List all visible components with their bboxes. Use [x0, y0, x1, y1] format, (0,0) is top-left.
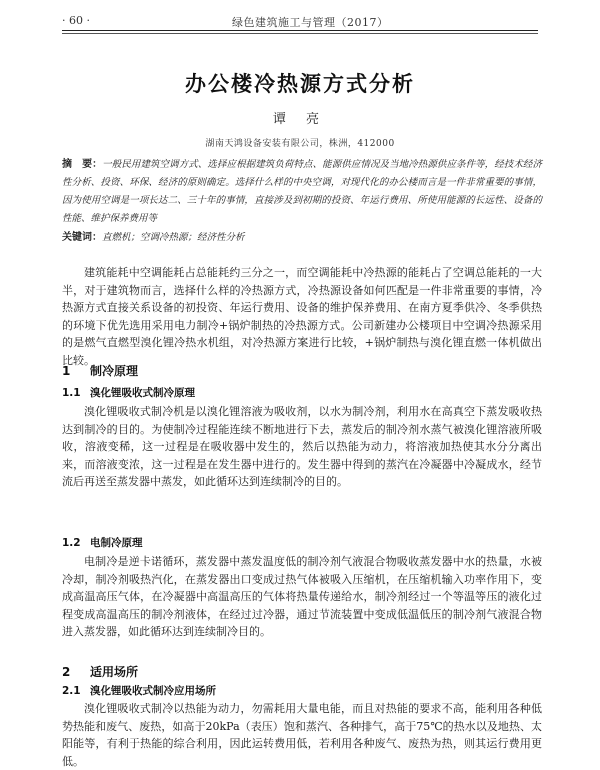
author-name: 谭 亮 [272, 112, 328, 127]
paragraph-1-2: 电制冷是逆卡诺循环，蒸发器中蒸发温度低的制冷剂气液混合物吸收蒸发器中水的热量，水被冷却，制冷剂吸热汽化，在蒸发器出口变成过热气体被吸入压缩机，在压缩机输入功率作用下，变成高温高压气体，在冷凝器中高温高压的气体将热量传递给水，制冷剂经过一个等温等压的液化过程变成高温高压的制冷剂液体，在经过过冷器，通过节流装置中变成低温低压的制冷剂气液混合物进入蒸发器，如此循环达到连续制冷目的。 [62, 555, 542, 639]
subsection-number: 2.1 [62, 685, 81, 697]
journal-name: 绿色建筑施工与管理（2017） [232, 16, 389, 29]
header-rule [62, 30, 538, 31]
article-title: 办公楼冷热源方式分析 [185, 72, 415, 96]
page-number: · 60 · [62, 14, 90, 27]
section-number: 2 [62, 665, 71, 679]
intro-paragraph: 建筑能耗中空调能耗占总能耗约三分之一，而空调能耗中冷热源的能耗占了空调总能耗的一大半，对于建筑物而言，选择什么样的冷热源方式，冷热源设备如何匹配是一件非常重要的事情，冷热源方式直接关系设备的初投资、年运行费用、设备的维护保养费用、在南方夏季供冷、冬季供热的环境下优先选用采用电力制冷+锅炉制热的冷热源方式。公司新建办公楼项目中空调冷热源采用的是燃气直燃型溴化锂冷热水机组，对冷热源方案进行比较，+锅炉制热与溴化锂直燃一体机做出比较。 [62, 266, 542, 367]
abstract-text: 一般民用建筑空调方式、选择应根据建筑负荷特点、能源供应情况及当地冷热源供应条件等，经技术经济性分析、投资、环保、经济的原则确定。选择什么样的中央空调，对现代化的办公楼而言是一件非常重要的事情，因为使用空调是一项长达二、三十年的事情，直接涉及到初期的投资、年运行费用、所使用能源的长远性、设备的性能、维护保养费用等 [62, 159, 542, 224]
paragraph-2-1: 溴化锂吸收式制冷以热能为动力，勿需耗用大量电能，而且对热能的要求不高，能利用各种低势热能和废气、废热，如高于20kPa（表压）饱和蒸汽、各种排气，高于75℃的热水以及地热、太阳能等，有利于热能的综合利用，因此运转费用低，若利用各种废气、废热为热，则其运行费用更低。 [62, 702, 542, 768]
section-title: 适用场所 [90, 665, 139, 679]
subsection-heading-1-2 [62, 535, 542, 550]
subsection-title: 溴化锂吸收式制冷原理 [90, 387, 195, 399]
header-rule-thin [62, 33, 538, 34]
subsection-heading-1-1 [62, 385, 542, 400]
paragraph-1-1: 溴化锂吸收式制冷机是以溴化锂溶液为吸收剂，以水为制冷剂，利用水在高真空下蒸发吸收热达到制冷的目的。为使制冷过程能连续不断地进行下去，蒸发后的制冷剂水蒸气被溴化锂溶液所吸收，溶液变稀，这一过程是在吸收器中发生的，然后以热能为动力，将溶液加热使其水分分离出来，而溶液变浓，这一过程是在发生器中进行的。发生器中得到的蒸汽在冷凝器中冷凝成水，经节流后再送至蒸发器中蒸发，如此循环达到连续制冷的目的。 [62, 405, 542, 489]
keywords [62, 230, 542, 246]
subsection-title: 溴化锂吸收式制冷应用场所 [90, 685, 216, 697]
subsection-number: 1.2 [62, 537, 81, 549]
keywords-text: 直燃机；空调冷热源；经济性分析 [102, 232, 245, 243]
section-title: 制冷原理 [90, 364, 139, 378]
abstract [62, 156, 542, 228]
subsection-number: 1.1 [62, 387, 81, 399]
author-affiliation: 湖南天鸿设备安装有限公司，株洲，412000 [205, 139, 395, 149]
section-number: 1 [62, 364, 71, 378]
section-heading-1 [62, 362, 542, 379]
subsection-title: 电制冷原理 [90, 537, 143, 549]
abstract-label: 摘 要： [62, 159, 103, 170]
section-heading-2 [62, 663, 542, 680]
keywords-label: 关键词： [62, 232, 102, 243]
subsection-heading-2-1 [62, 683, 542, 698]
